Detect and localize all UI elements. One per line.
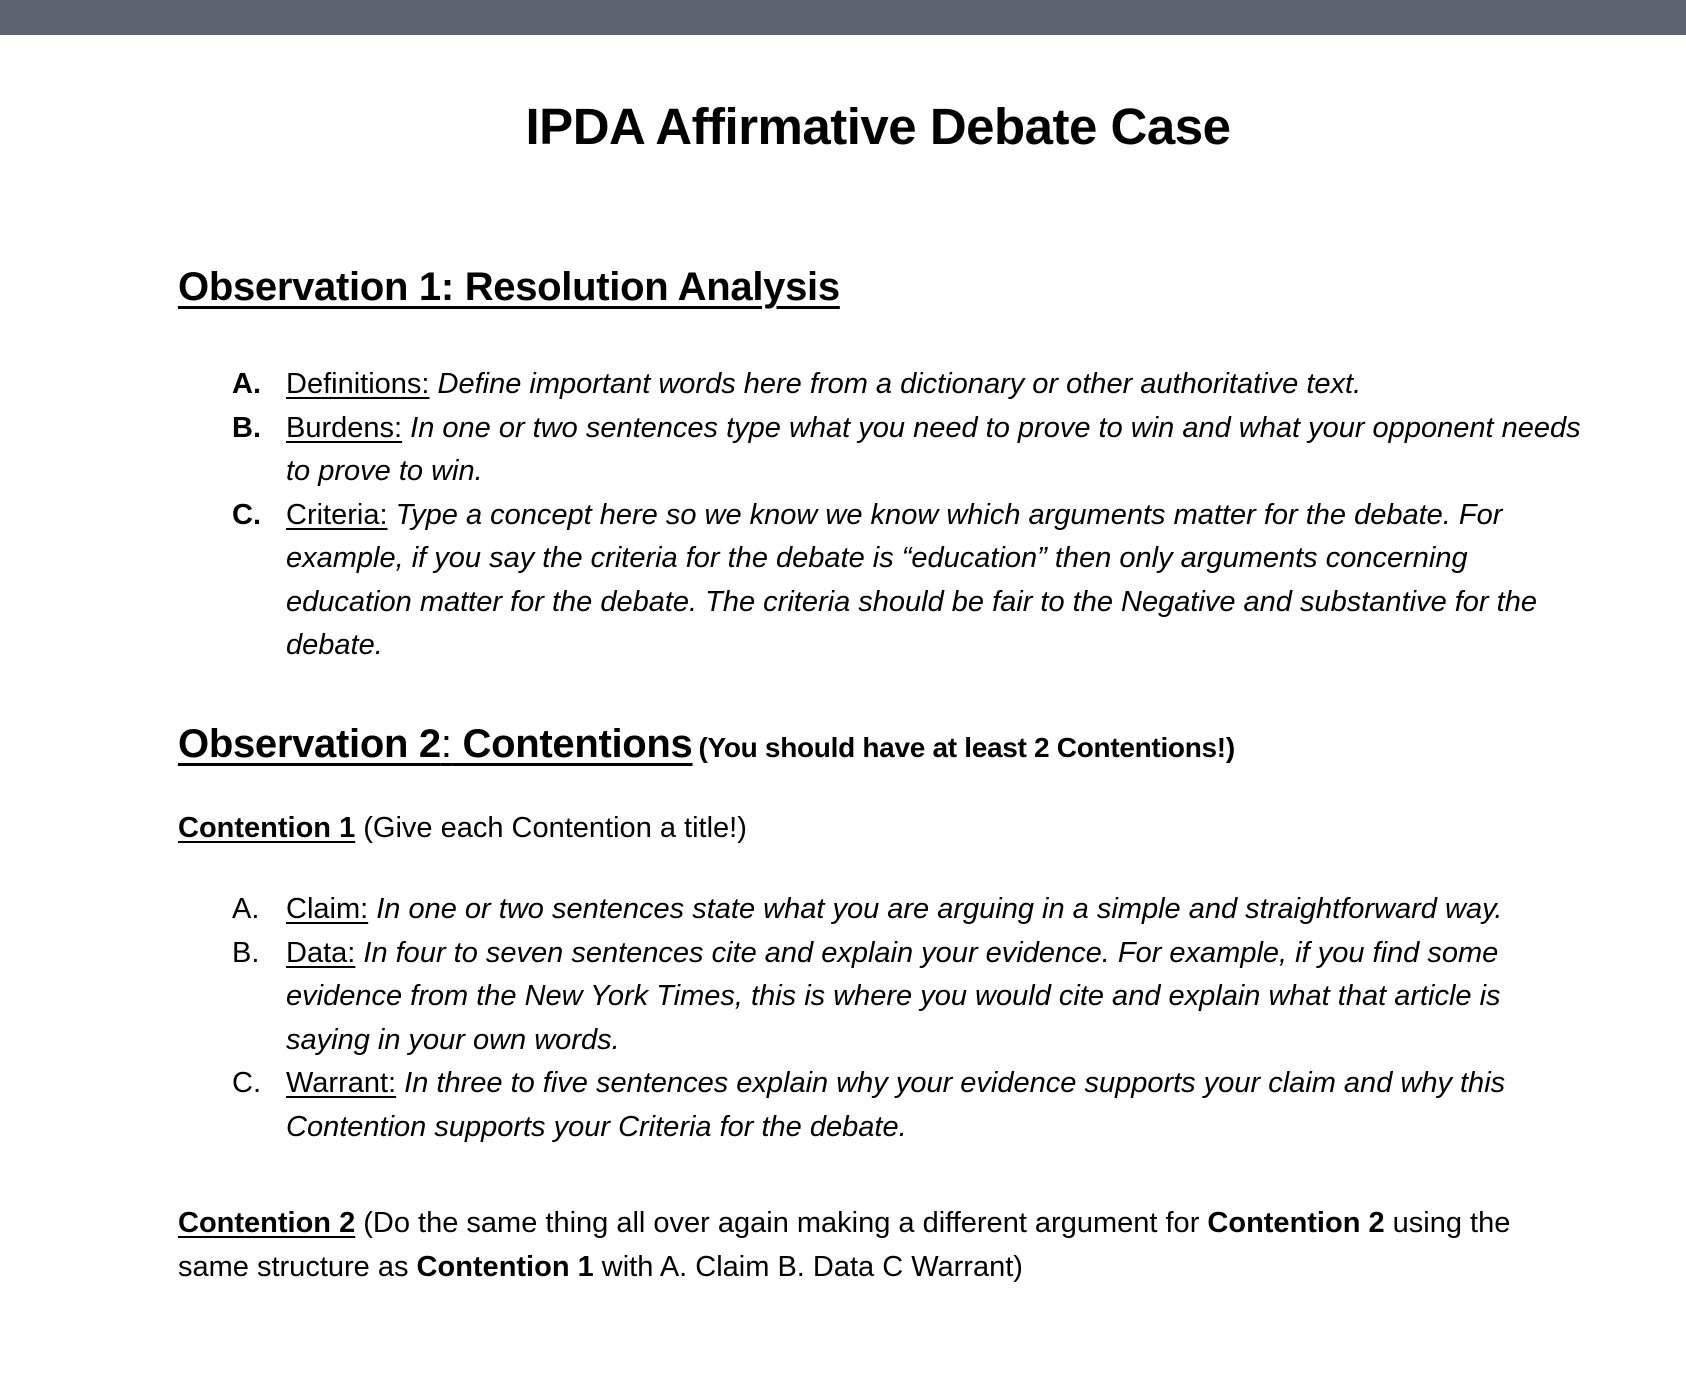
document-title: IPDA Affirmative Debate Case: [525, 98, 1231, 155]
observation-1-heading: [178, 265, 840, 310]
contention-2-text-b: using the same structure as: [178, 1207, 1511, 1283]
observation-2-heading-part2: Contentions: [451, 722, 693, 766]
contention-2-paragraph: [178, 1202, 1578, 1289]
contention-2-text-a: (Do the same thing all over again making a different argument for: [355, 1207, 1208, 1239]
list-item-definitions: [232, 363, 1592, 407]
observation-1-list: [232, 363, 1592, 668]
item-description: Type a concept here so we know we know which arguments matter for the debate. For example, if you say the criteria for the debate is “education” then only arguments concerning education matter for the debate. The criteria should be fair to the Negative and substantive for the debate.: [286, 498, 1537, 661]
list-marker: A.: [232, 893, 260, 925]
observation-1-heading-text: Observation 1: Resolution Analysis: [178, 265, 840, 309]
item-label: Burdens:: [286, 411, 403, 444]
list-marker: C.: [232, 498, 261, 531]
item-label: Data:: [286, 936, 356, 969]
item-description: In one or two sentences state what you are arguing in a simple and straightforward way.: [368, 893, 1503, 925]
list-marker: B.: [232, 936, 260, 969]
contention-2-label: Contention 2: [178, 1207, 356, 1239]
observation-2-note: (You should have at least 2 Contentions!): [698, 732, 1235, 763]
contention-1-subtitle: (Give each Contention a title!): [355, 812, 747, 844]
list-item-burdens: [232, 407, 1592, 494]
list-item-data: [232, 932, 1592, 1063]
observation-2-heading: [178, 722, 1235, 767]
contention-1-list: [232, 888, 1592, 1149]
item-description: In four to seven sentences cite and explain your evidence. For example, if you find some evidence from the New York Times, this is where you would cite and explain what that article is saying in your own words.: [286, 936, 1501, 1056]
item-description: In one or two sentences type what you need to prove to win and what your opponent needs to prove to win.: [286, 411, 1581, 487]
item-label: Criteria:: [286, 498, 388, 531]
contention-1-label: Contention 1: [178, 812, 356, 844]
item-label: Definitions:: [286, 368, 430, 400]
item-label: Claim:: [286, 893, 369, 925]
contention-2-text-c: with A. Claim B. Data C Warrant): [593, 1250, 1023, 1283]
contention-1-heading: [178, 807, 1578, 851]
window-top-bar: [0, 0, 1686, 35]
item-description: In three to five sentences explain why your evidence supports your claim and why this Contention supports your Criteria for the debate.: [286, 1067, 1506, 1143]
item-label: Warrant:: [286, 1067, 397, 1099]
list-marker: A.: [232, 368, 261, 400]
item-description: Define important words here from a dictionary or other authoritative text.: [429, 368, 1362, 400]
observation-2-heading-colon: :: [440, 722, 452, 766]
list-marker: B.: [232, 411, 261, 444]
observation-2-heading-part1: Observation 2: [178, 722, 441, 766]
list-item-claim: [232, 888, 1592, 932]
list-item-warrant: [232, 1062, 1592, 1149]
list-item-criteria: [232, 494, 1592, 668]
contention-2-bold-a: Contention 2: [1207, 1207, 1385, 1239]
list-marker: C.: [232, 1067, 261, 1099]
contention-2-bold-b: Contention 1: [416, 1250, 594, 1283]
